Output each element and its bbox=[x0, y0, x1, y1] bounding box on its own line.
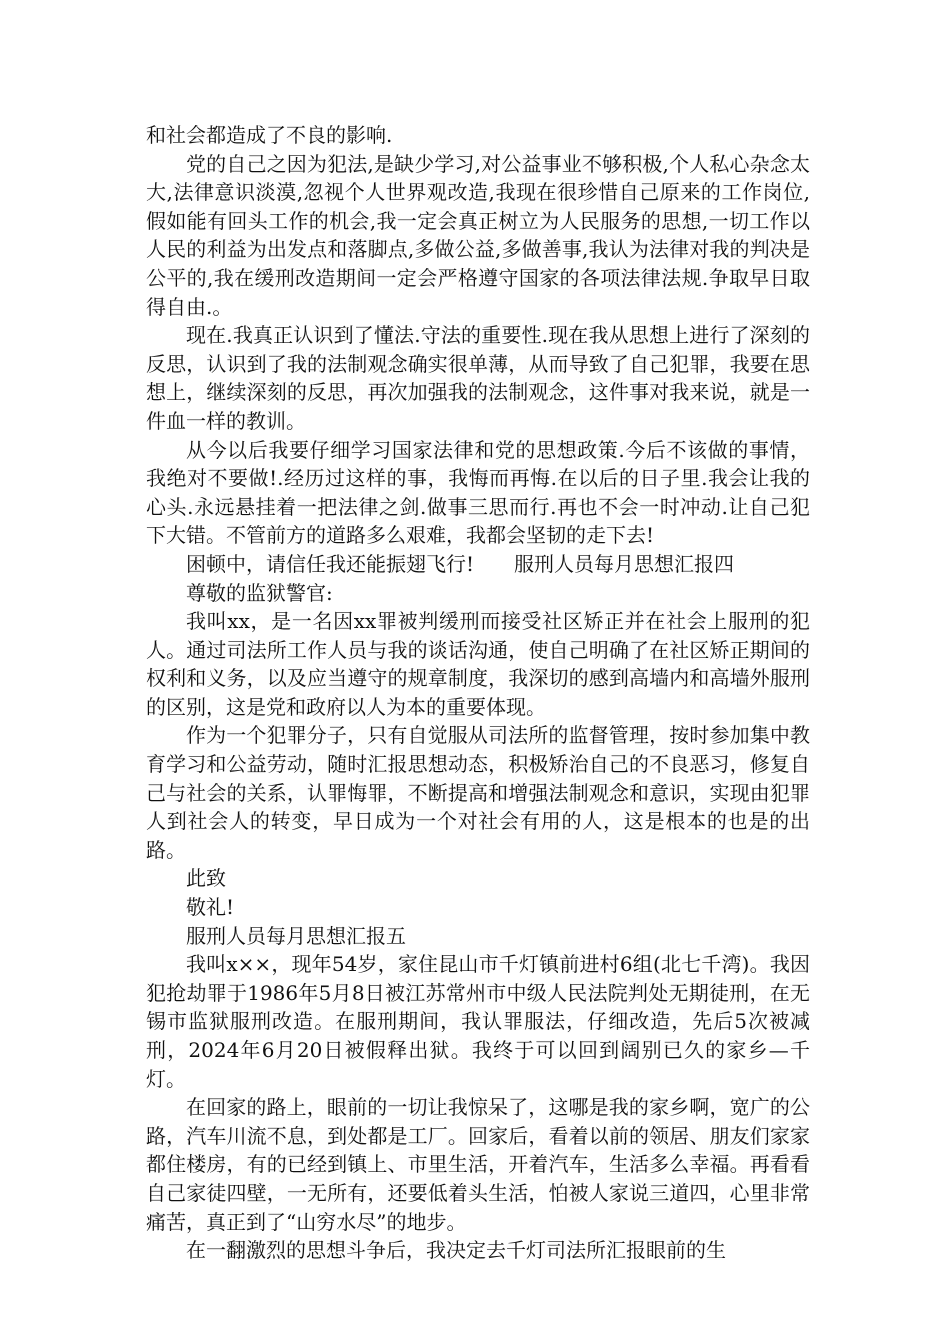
document-body bbox=[146, 121, 810, 1265]
paragraph: 服刑人员每月思想汇报五 bbox=[186, 923, 406, 948]
paragraph: 此致 bbox=[186, 866, 226, 891]
paragraph: 党的自己之因为犯法,是缺少学习,对公益事业不够积极,个人私心杂念太大,法律意识淡漠,忽视个人世界观改造,我现在很珍惜自己原来的工作岗位,假如能有回头工作的机会,我一定会真正树立为人民服务的思想,一切工作以人民的利益为出发点和落脚点,多做公益,多做善事,我认为法律对我的判决是公平的,我在缓刑改造期间一定会严格遵守国家的各项法律法规.争取早日取得自由.。 bbox=[146, 151, 810, 319]
paragraph: 作为一个犯罪分子，只有自觉服从司法所的监督管理，按时参加集中教育学习和公益劳动，随时汇报思想动态，积极矫治自己的不良恶习，修复自己与社会的关系，认罪悔罪，不断提高和增强法制观念和意识，实现由犯罪人到社会人的转变，早日成为一个对社会有用的人，这是根本的也是的出路。 bbox=[146, 723, 810, 862]
paragraph: 我叫xx，是一名因xx罪被判缓刑而接受社区矫正并在社会上服刑的犯人。通过司法所工作人员与我的谈话沟通，使自己明确了在社区矫正期间的权利和义务，以及应当遵守的规章制度，我深切的感到高墙内和高墙外服刑的区别，这是党和政府以人为本的重要体现。 bbox=[146, 609, 810, 719]
paragraph: 困顿中，请信任我还能振翅飞行! 服刑人员每月思想汇报四 bbox=[186, 551, 735, 576]
paragraph: 在回家的路上，眼前的一切让我惊呆了，这哪是我的家乡啊，宽广的公路，汽车川流不息，到处都是工厂。回家后，看着以前的领居、朋友们家家都住楼房，有的已经到镇上、市里生活，开着汽车，生活多么幸福。再看看自己家徒四壁，一无所有，还要低着头生活，怕被人家说三道四，心里非常痛苦，真正到了“山穷水尽”的地步。 bbox=[146, 1095, 810, 1234]
paragraph: 我叫x××，现年54岁，家住昆山市千灯镇前进村6组(北七千湾)。我因犯抢劫罪于1986年5月8日被江苏常州市中级人民法院判处无期徒刑，在无锡市监狱服刑改造。在服刑期间，我认罪服法，仔细改造，先后5次被减刑，2024年6月20日被假释出狱。我终于可以回到阔别已久的家乡—千灯。 bbox=[146, 952, 810, 1091]
paragraph: 现在.我真正认识到了懂法.守法的重要性.现在我从思想上进行了深刻的反思，认识到了我的法制观念确实很单薄，从而导致了自己犯罪，我要在思想上，继续深刻的反思，再次加强我的法制观念，这件事对我来说，就是一件血一样的教训。 bbox=[146, 323, 810, 433]
paragraph: 尊敬的监狱警官: bbox=[186, 580, 333, 605]
paragraph: 在一翻激烈的思想斗争后，我决定去千灯司法所汇报眼前的生 bbox=[186, 1238, 726, 1263]
paragraph: 从今以后我要仔细学习国家法律和党的思想政策.今后不该做的事情，我绝对不要做!.经历过这样的事，我悔而再悔.在以后的日子里.我会让我的心头.永远悬挂着一把法律之剑.做事三思而行.再也不会一时冲动.让自己犯下大错。不管前方的道路多么艰难，我都会坚韧的走下去! bbox=[146, 437, 810, 548]
paragraph: 和社会都造成了不良的影响. bbox=[146, 123, 393, 147]
paragraph: 敬礼! bbox=[186, 895, 235, 920]
